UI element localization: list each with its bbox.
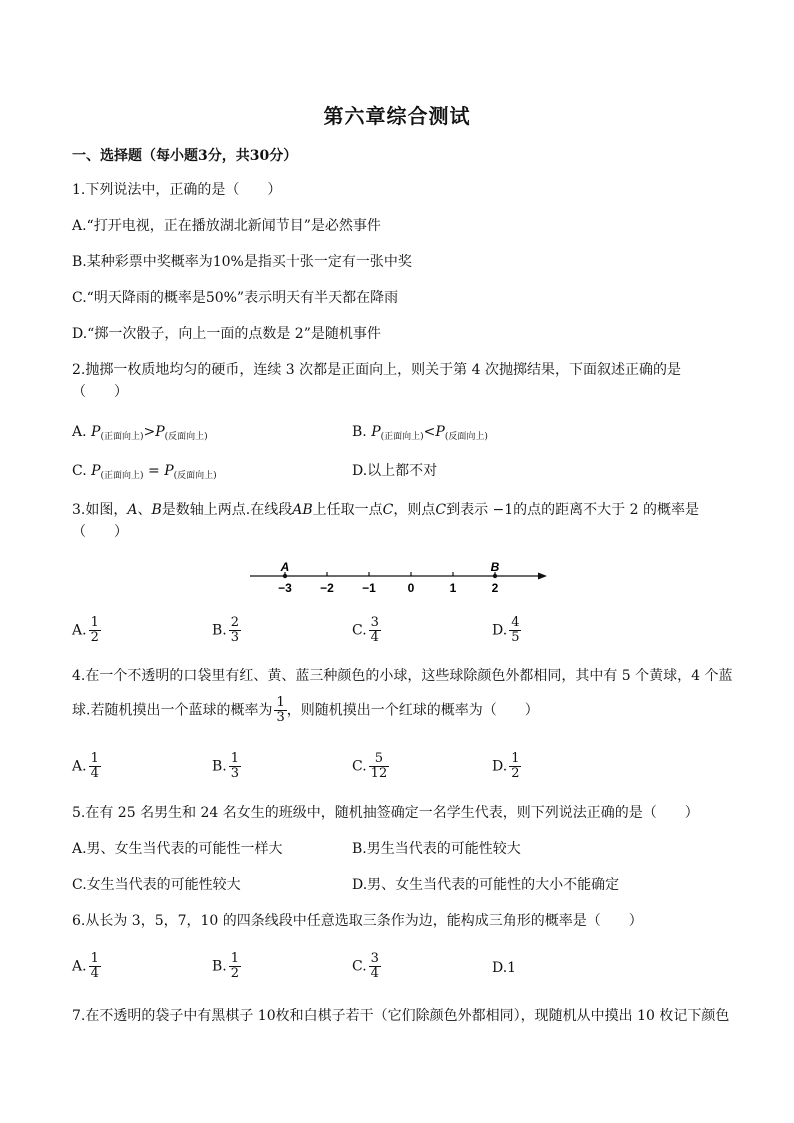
q5-stem: 5.在有 25 名男生和 24 名女生的班级中，随机抽签确定一名学生代表，则下列说法正确的是（ ）: [72, 805, 699, 821]
point-a-label: A: [280, 560, 290, 574]
q1-option-d: D.“掷一次骰子，向上一面的点数是 2”是随机事件: [72, 326, 381, 342]
fraction: $\frac{3}{4}$: [370, 615, 379, 645]
q6-option-d: D.1: [492, 960, 517, 976]
q1-option-a: A.“打开电视，正在播放湖北新闻节目”是必然事件: [72, 218, 381, 234]
fraction: $\frac{3}{4}$: [370, 951, 379, 981]
number-line-tick-label: 0: [407, 581, 415, 595]
number-line-tick-label: 1: [449, 581, 457, 595]
q4-stem-line2: 球.若随机摸出一个蓝球的概率为 $\frac{1}{3}$ ，则随机摸出一个红球的概率为（ ）: [72, 695, 539, 725]
q3-option-b: B. $\frac{2}{3}$: [212, 615, 240, 645]
q6-option-c: C. $\frac{3}{4}$: [352, 951, 379, 981]
q4-stem-line1: 4.在一个不透明的口袋里有红、黄、蓝三种颜色的小球，这些球除颜色外都相同，其中有 5 个黄球，4 个蓝: [72, 668, 733, 684]
q3-option-c: C. $\frac{3}{4}$: [352, 615, 379, 645]
q6-option-b: B. $\frac{1}{2}$: [212, 951, 240, 981]
number-line-arrow-icon: [538, 573, 547, 580]
q3-stem-line2: （ ）: [72, 524, 128, 540]
point-a-marker: [283, 574, 287, 578]
fraction: $\frac{1}{3}$: [230, 751, 240, 781]
number-line-figure: [240, 556, 560, 602]
q5-option-c: C.女生当代表的可能性较大: [72, 877, 241, 893]
q7-stem: 7.在不透明的袋子中有黑棋子 10枚和白棋子若干（它们除颜色外都相同），现随机从中摸出 10 枚记下颜色: [72, 1008, 730, 1024]
q2-option-a: A. $P_{(正面向上)}>P_{(反面向上)}$: [72, 424, 208, 442]
q1-option-c: C.“明天降雨的概率是50%”表示明天有半天都在降雨: [72, 290, 399, 306]
number-line-tick-label: −1: [362, 581, 376, 595]
q4-option-b: B. $\frac{1}{3}$: [212, 751, 240, 781]
fraction: $\frac{1}{3}$: [276, 695, 285, 725]
point-b-marker: [493, 574, 497, 578]
q3-option-a: A. $\frac{1}{2}$: [72, 615, 99, 645]
q5-option-b: B.男生当代表的可能性较大: [352, 841, 521, 857]
q2-stem-line1: 2.抛掷一枚质地均匀的硬币，连续 3 次都是正面向上，则关于第 4 次抛掷结果，下面叙述正确的是: [72, 362, 681, 378]
fraction: $\frac{5}{12}$: [370, 751, 388, 781]
q4-option-a: A. $\frac{1}{4}$: [72, 751, 99, 781]
q4-option-c: C. $\frac{5}{12}$: [352, 751, 388, 781]
page-title: 第六章综合测试: [323, 104, 471, 128]
q4-option-d: D. $\frac{1}{2}$: [492, 751, 520, 781]
fraction: $\frac{1}{2}$: [230, 951, 240, 981]
fraction: $\frac{1}{4}$: [90, 751, 99, 781]
section-heading: 一、选择题（每小题3分，共30分）: [72, 148, 298, 164]
number-line-tick-label: 2: [491, 581, 499, 595]
q2-option-d: D.以上都不对: [352, 463, 438, 479]
number-line-tick-label: −3: [278, 581, 292, 595]
q6-stem: 6.从长为 3，5，7，10 的四条线段中任意选取三条作为边，能构成三角形的概率是（ ）: [72, 913, 643, 929]
q6-option-a: A. $\frac{1}{4}$: [72, 951, 99, 981]
q5-option-a: A.男、女生当代表的可能性一样大: [72, 841, 283, 857]
fraction: $\frac{1}{4}$: [90, 951, 99, 981]
q5-option-d: D.男、女生当代表的可能性的大小不能确定: [352, 877, 620, 893]
q2-stem-line2: （ ）: [72, 384, 128, 400]
q1-option-b: B.某种彩票中奖概率为10%是指买十张一定有一张中奖: [72, 254, 412, 270]
fraction: $\frac{4}{5}$: [511, 615, 520, 645]
fraction: $\frac{2}{3}$: [230, 615, 240, 645]
point-b-label: B: [490, 560, 500, 574]
fraction: $\frac{1}{2}$: [90, 615, 99, 645]
number-line-tick-label: −2: [320, 581, 334, 595]
q3-option-d: D. $\frac{4}{5}$: [492, 615, 520, 645]
q1-stem: 1.下列说法中，正确的是（ ）: [72, 182, 282, 198]
q2-option-b: B. $P_{(正面向上)}<P_{(反面向上)}$: [352, 424, 488, 442]
fraction: $\frac{1}{2}$: [511, 751, 520, 781]
q3-stem-line1: 3.如图，A、B是数轴上两点.在线段AB上任取一点C，则点C到表示 −1的点的距离不大于 2 的概率是: [72, 502, 699, 518]
q2-option-c: C. $P_{(正面向上)} = P_{(反面向上)}$: [72, 463, 217, 481]
